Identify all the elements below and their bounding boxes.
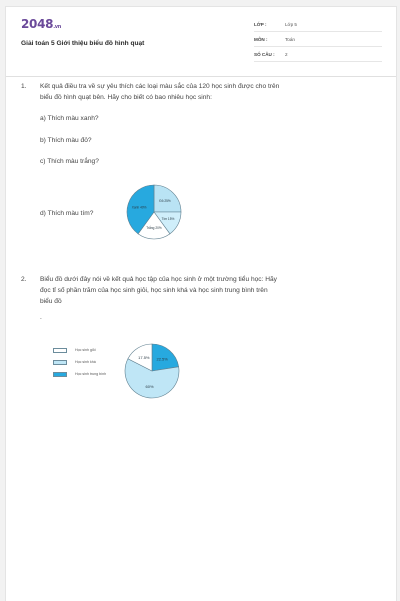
pie-slice-label: Tím 15% [161, 217, 175, 222]
stray-dot: . [40, 314, 42, 321]
pie-slice-label: 17.5% [138, 355, 150, 361]
logo-main: 2048 [21, 17, 54, 31]
pie-slice-label: Xanh 40% [131, 205, 147, 210]
pie-chart-results [122, 341, 182, 401]
subquestion-d: d) Thích màu tím? [40, 210, 94, 217]
meta-key: SỐ CÂU : [254, 52, 275, 57]
question-text-line: Kết quả điều tra về sự yêu thích các loại màu sắc của 120 học sinh được cho trên [40, 83, 280, 90]
legend-label: Học sinh khá [75, 360, 96, 364]
page-title: Giải toán 5 Giới thiệu biểu đồ hình quạt [21, 40, 145, 47]
legend-swatch [53, 360, 67, 365]
meta-key: MÔN : [254, 37, 268, 42]
meta-value: Toán [285, 37, 295, 42]
legend-swatch [53, 372, 67, 377]
legend-swatch [53, 348, 67, 353]
subquestion-a: a) Thích màu xanh? [40, 115, 99, 122]
question-text-line: Biểu đồ dưới đây nói về kết quả học tập của học sinh ở một trường tiểu học: Hãy [40, 276, 277, 283]
header-divider [6, 76, 396, 77]
question-2-number: 2. [21, 276, 27, 283]
legend-label: Học sinh trung bình [75, 372, 107, 376]
pie-slice-label: Đỏ 25% [159, 199, 171, 204]
pie-chart-colors [124, 182, 184, 242]
pie-slice-label: 22.5% [156, 356, 168, 362]
question-2-text [40, 274, 277, 307]
site-logo[interactable] [21, 17, 61, 31]
question-text-line: biểu đồ [40, 298, 62, 305]
question-1-text [40, 81, 279, 103]
worksheet-page [5, 6, 397, 601]
meta-value: 2 [285, 52, 288, 57]
pie-slice-label: 60% [145, 383, 154, 389]
meta-value: Lớp 5 [285, 22, 297, 27]
meta-key: LỚP : [254, 22, 267, 27]
question-1-number: 1. [21, 83, 27, 90]
logo-tld: .vn [53, 24, 62, 30]
question-text-line: đọc tỉ số phần trăm của học sinh giỏi, học sinh khá và học sinh trung bình trên [40, 287, 268, 294]
question-text-line: biểu đồ hình quạt bên. Hãy cho biết có bao nhiêu học sinh: [40, 94, 212, 101]
meta-row-class [254, 19, 382, 32]
meta-row-count [254, 49, 382, 62]
subquestion-b: b) Thích màu đỏ? [40, 137, 92, 144]
meta-row-subject [254, 34, 382, 47]
subquestion-c: c) Thích màu trắng? [40, 158, 99, 165]
legend-label: Học sinh giỏi [75, 348, 96, 352]
pie-slice-label: Trắng 20% [146, 225, 162, 230]
